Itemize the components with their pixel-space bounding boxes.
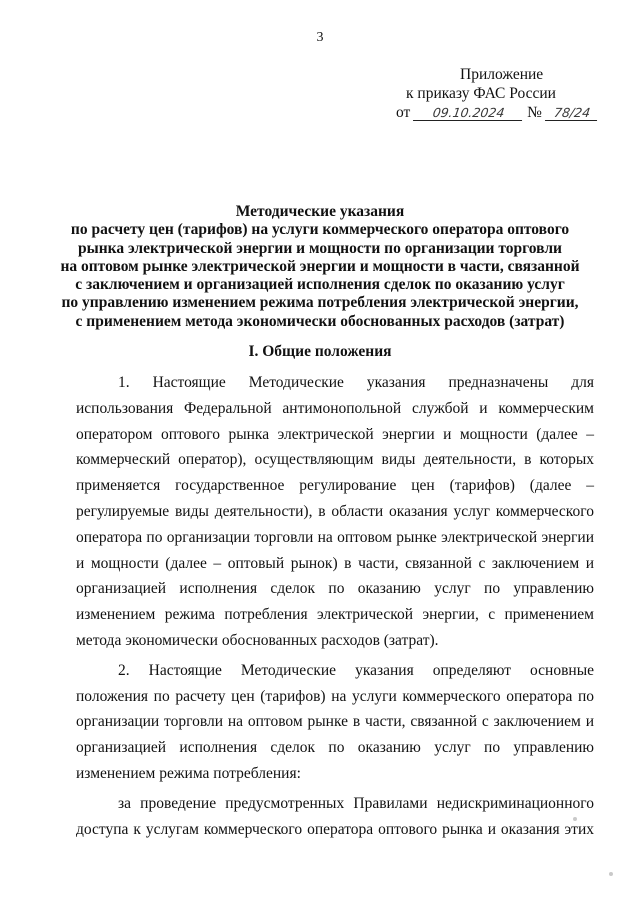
title-line: с заключением и организацией исполнения сделок по оказанию услуг	[75, 276, 565, 294]
document-title	[40, 203, 600, 331]
paragraph-2: 2. Настоящие Методические указания определяют основные положения по расчету цен (тарифов) на услуги коммерческого оператора по организации торговли на оптовом рынке в части, связанной с заключением и организацией исполнения сделок по оказанию услуг по управлению изменением режима потребления:	[76, 661, 594, 782]
appendix-title: Приложение	[460, 66, 544, 83]
handwritten-order-number: 78/24	[545, 106, 599, 121]
handwritten-date: 09.10.2024	[413, 106, 524, 121]
title-line: на оптовом рынке электрической энергии и мощности в части, связанной	[60, 257, 580, 275]
number-prefix: №	[527, 104, 542, 121]
document-body	[76, 370, 594, 846]
section-heading: I. Общие положения	[248, 343, 392, 360]
title-line: Методические указания	[235, 203, 405, 220]
scan-speck	[573, 817, 577, 821]
paragraph-3: за проведение предусмотренных Правилами недискриминационного доступа к услугам коммерческого оператора оптового рынка и оказания этих	[76, 794, 594, 838]
scan-speck	[609, 872, 613, 876]
title-line: с применением метода экономически обоснованных расходов (затрат)	[75, 312, 565, 330]
appendix-header	[396, 65, 596, 122]
page-number: 3	[316, 30, 324, 45]
appendix-order-reference: к приказу ФАС России	[406, 85, 556, 102]
title-line: по управлению изменением режима потребления электрической энергии,	[61, 294, 579, 312]
paragraph-1: 1. Настоящие Методические указания предназначены для использования Федеральной антимонопольной службой и коммерческим оператором оптового рынка электрической энергии и мощности (далее – коммерческий оператор), осуществляющим виды деятельности, в которых применяется государственное регулирование цен (тарифов) (далее – регулируемые виды деятельности), в области оказания услуг коммерческого оператора по организации торговли на оптовом рынке электрической энергии и мощности (далее – оптовый рынок) в части, связанной с заключением и организацией исполнения сделок по оказанию услуг по управлению изменением режима потребления электрической энергии, с применением метода экономически обоснованных расходов (затрат).	[76, 374, 594, 649]
title-line: рынка электрической энергии и мощности по организации торговли	[78, 239, 562, 257]
date-prefix: от	[396, 104, 411, 121]
title-line: по расчету цен (тарифов) на услуги коммерческого оператора оптового	[70, 221, 570, 239]
appendix-date-line	[396, 103, 596, 122]
